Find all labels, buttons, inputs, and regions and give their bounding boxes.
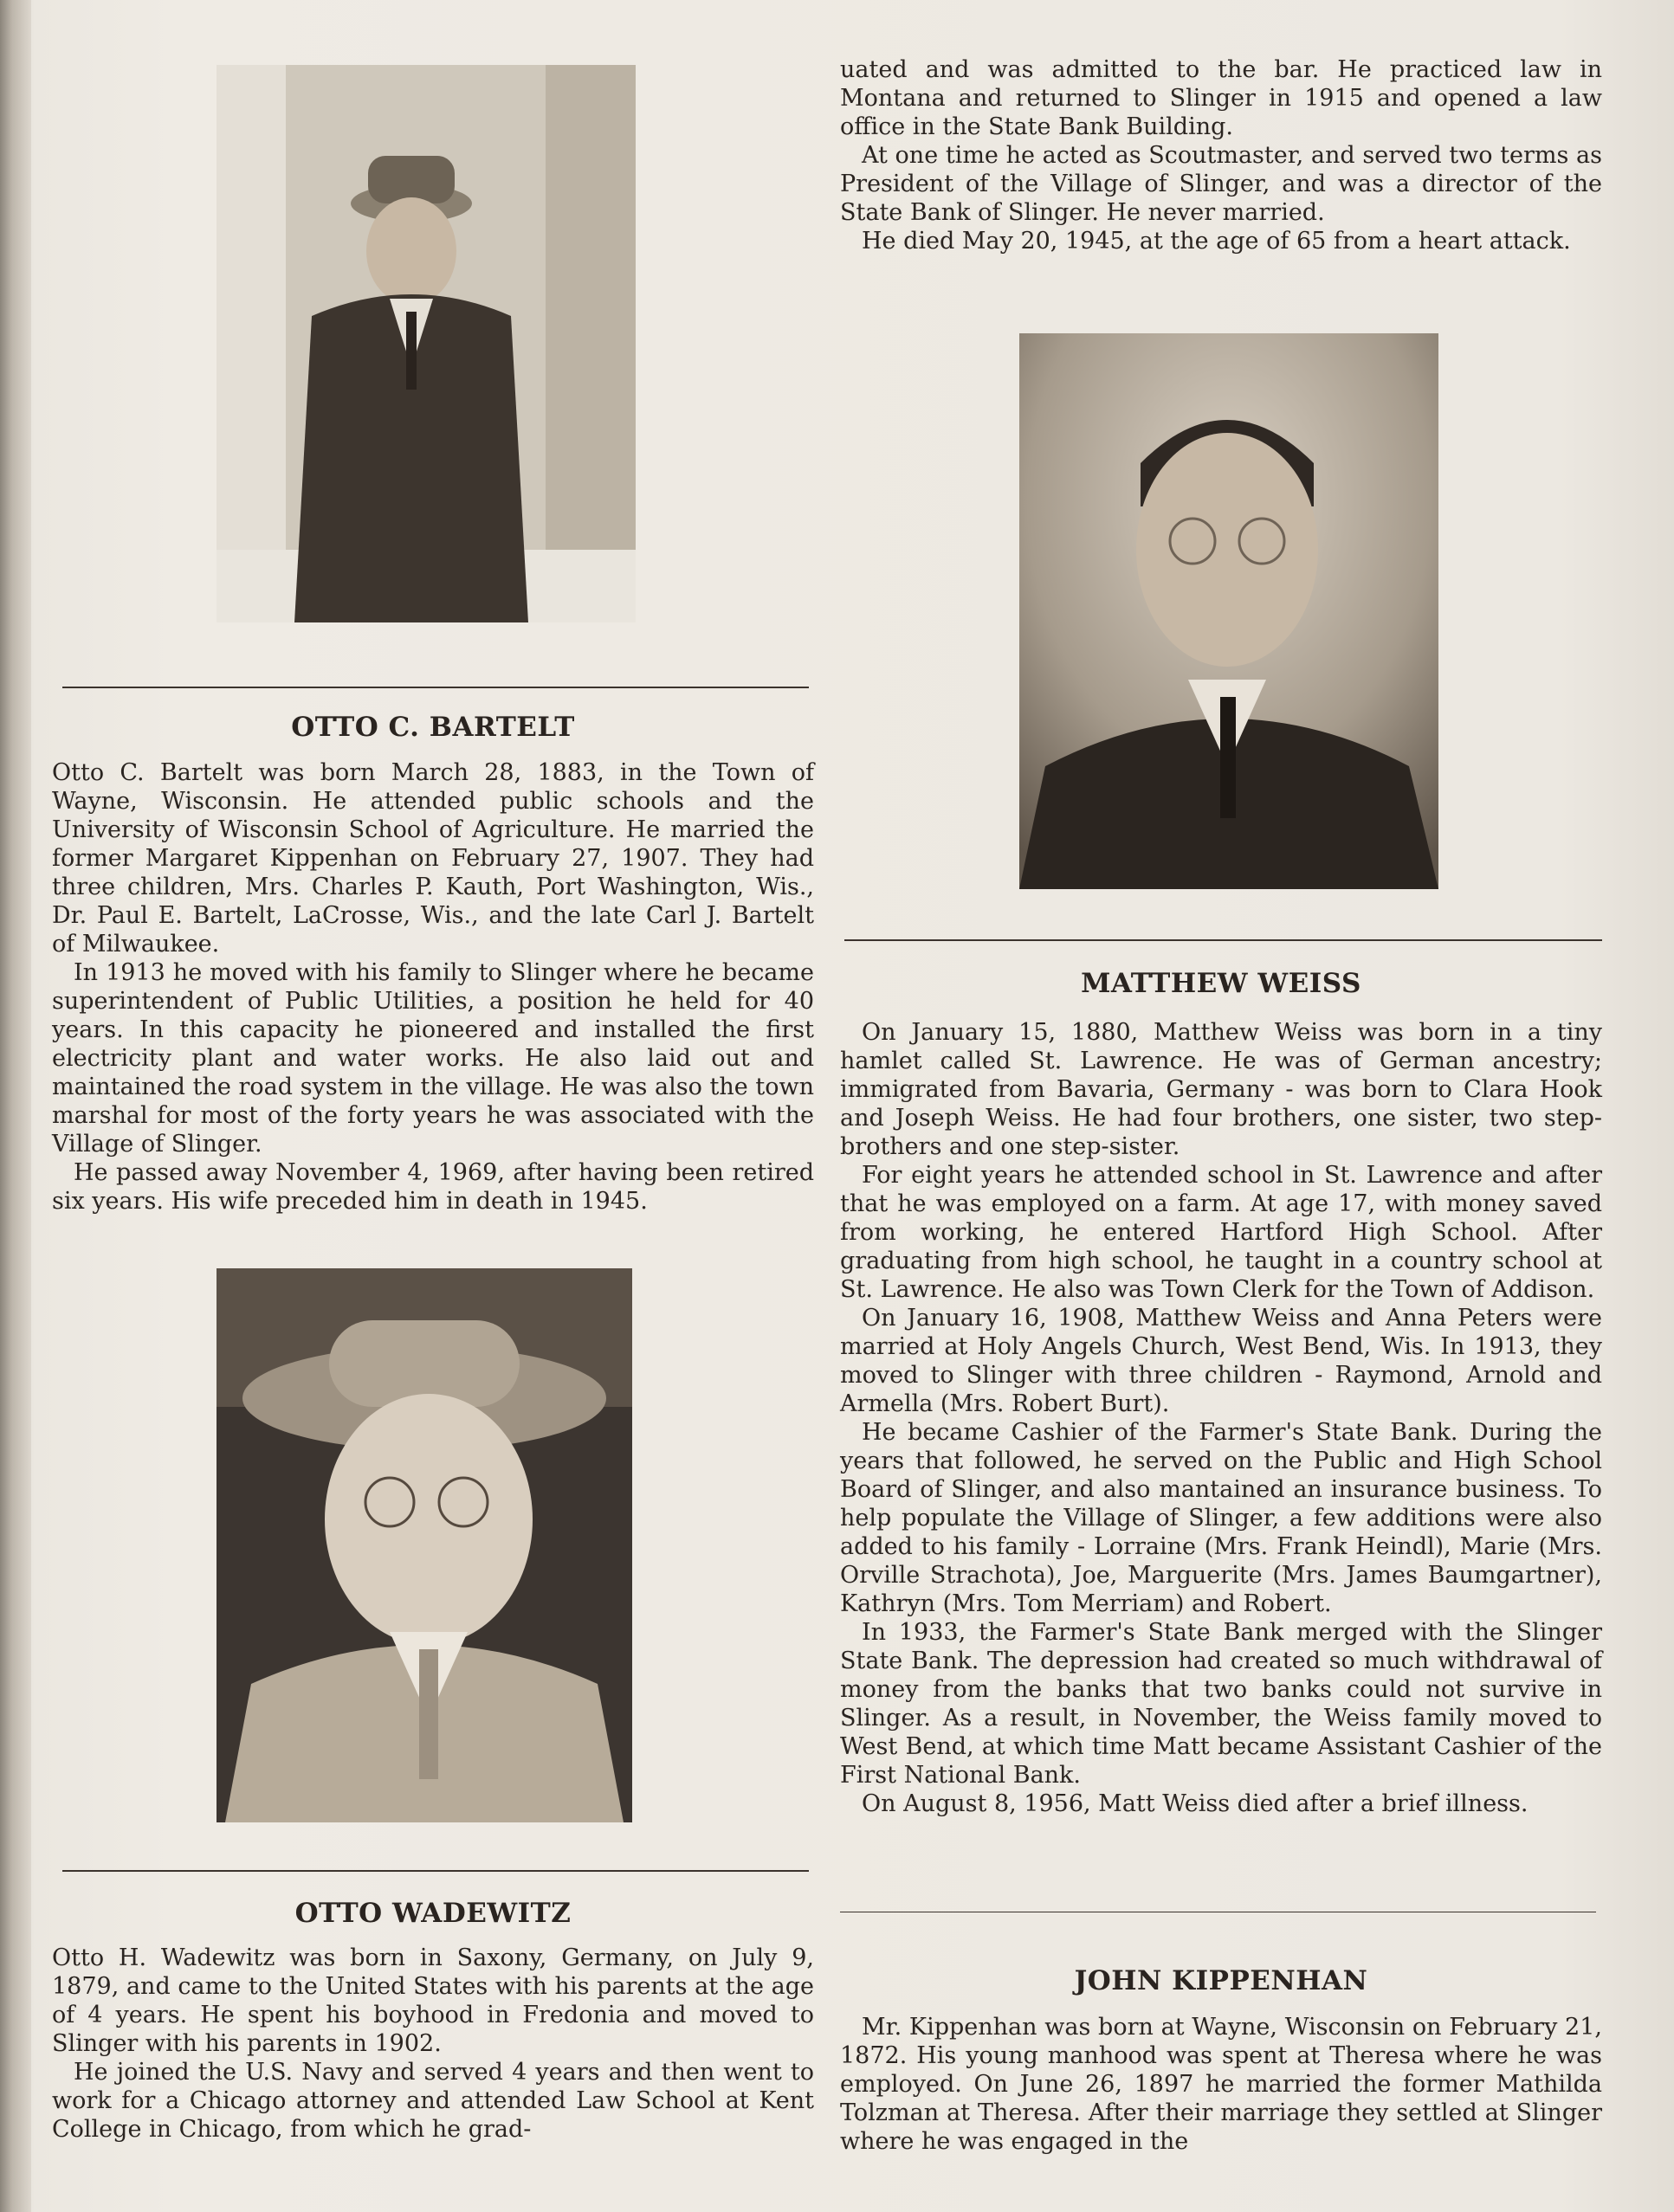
paragraph: On January 15, 1880, Matthew Weiss was born in a tiny hamlet called St. Lawrence. He was of German ancestry; immigrated from Bavaria, Germany - was born to Clara Hook and Joseph Weiss. He had four brothers, one sister, two step-brothers and one step-sister. [840, 1019, 1602, 1160]
paragraph: He died May 20, 1945, at the age of 65 from a heart attack. [862, 228, 1571, 255]
heading-kippenhan: JOHN KIPPENHAN [1074, 1965, 1368, 1996]
paragraph: He passed away November 4, 1969, after having been retired six years. His wife preceded him in death in 1945. [52, 1159, 814, 1215]
paragraph: On January 16, 1908, Matthew Weiss and Anna Peters were married at Holy Angels Church, West Bend, Wis. In 1913, they moved to Slinger with three children - Raymond, Arnold and Armella (Mrs. Robert Burt). [840, 1305, 1602, 1417]
paragraph: In 1913 he moved with his family to Slinger where he became superintendent of Public Utilities, a position he held for 40 years. In this capacity he pioneered and installed the first electricity plant and water works. He also laid out and maintained the road system in the village. He was also the town marshal for most of the forty years he was associated with the Village of Slinger. [52, 959, 814, 1158]
paragraph: In 1933, the Farmer's State Bank merged with the Slinger State Bank. The depression had created so much withdrawal of money from the banks that two banks could not survive in Slinger. As a result, in November, the Weiss family moved to West Bend, at which time Matt became Assistant Cashier of the First National Bank. [840, 1619, 1602, 1789]
heading-wadewitz: OTTO WADEWITZ [294, 1898, 572, 1929]
text-weiss [840, 1018, 1602, 1818]
paragraph: Otto C. Bartelt was born March 28, 1883, in the Town of Wayne, Wisconsin. He attended public schools and the University of Wisconsin School of Agriculture. He married the former Margaret Kippenhan on February 27, 1907. They had three children, Mrs. Charles P. Kauth, Port Washington, Wis., Dr. Paul E. Bartelt, LaCrosse, Wis., and the late Carl J. Bartelt of Milwaukee. [52, 759, 814, 958]
text-wadewitz [52, 1944, 814, 2144]
photo-otto-wadewitz [217, 1268, 632, 1822]
divider-bartelt [62, 687, 809, 688]
paragraph: At one time he acted as Scoutmaster, and served two terms as President of the Village of Slinger, and was a director of the State Bank of Slinger. He never married. [840, 142, 1602, 226]
paragraph: Mr. Kippenhan was born at Wayne, Wisconsin on February 21, 1872. His young manhood was spent at Theresa where he was employed. On June 26, 1897 he married the former Mathilda Tolzman at Theresa. After their marriage they settled at Slinger where he was engaged in the [840, 2014, 1602, 2155]
paragraph: He joined the U.S. Navy and served 4 years and then went to work for a Chicago attorney and attended Law School at Kent College in Chicago, from which he grad- [52, 2059, 814, 2143]
paragraph: He became Cashier of the Farmer's State Bank. During the years that followed, he served on the Public and High School Board of Slinger, and also mantained an insurance business. To help populate the Village of Slinger, a few additions were also added to his family - Lorraine (Mrs. Frank Heindl), Marie (Mrs. Orville Strachota), Joe, Marguerite (Mrs. James Baumgartner), Kathryn (Mrs. Tom Merriam) and Robert. [840, 1419, 1602, 1617]
heading-weiss: MATTHEW WEISS [1081, 968, 1361, 999]
photo-otto-bartelt [217, 65, 636, 622]
text-bartelt [52, 758, 814, 1216]
divider-wadewitz [62, 1870, 809, 1872]
photo-matthew-weiss [1019, 333, 1438, 889]
paragraph: On August 8, 1956, Matt Weiss died after a brief illness. [862, 1790, 1529, 1817]
paragraph: For eight years he attended school in St. Lawrence and after that he was employed on a farm. At age 17, with money saved from working, he entered Hartford High School. After graduating from high school, he taught in a country school at St. Lawrence. He also was Town Clerk for the Town of Addison. [840, 1162, 1602, 1303]
paragraph: uated and was admitted to the bar. He practiced law in Montana and returned to Slinger in 1915 and opened a law office in the State Bank Building. [840, 56, 1602, 140]
text-wadewitz-continued [840, 55, 1602, 255]
heading-bartelt: OTTO C. BARTELT [291, 712, 575, 743]
divider-weiss [844, 939, 1602, 941]
text-kippenhan [840, 2013, 1602, 2156]
paragraph: Otto H. Wadewitz was born in Saxony, Germany, on July 9, 1879, and came to the United States with his parents at the age of 4 years. He spent his boyhood in Fredonia and moved to Slinger with his parents in 1902. [52, 1944, 814, 2057]
binding-spine [0, 0, 31, 2212]
